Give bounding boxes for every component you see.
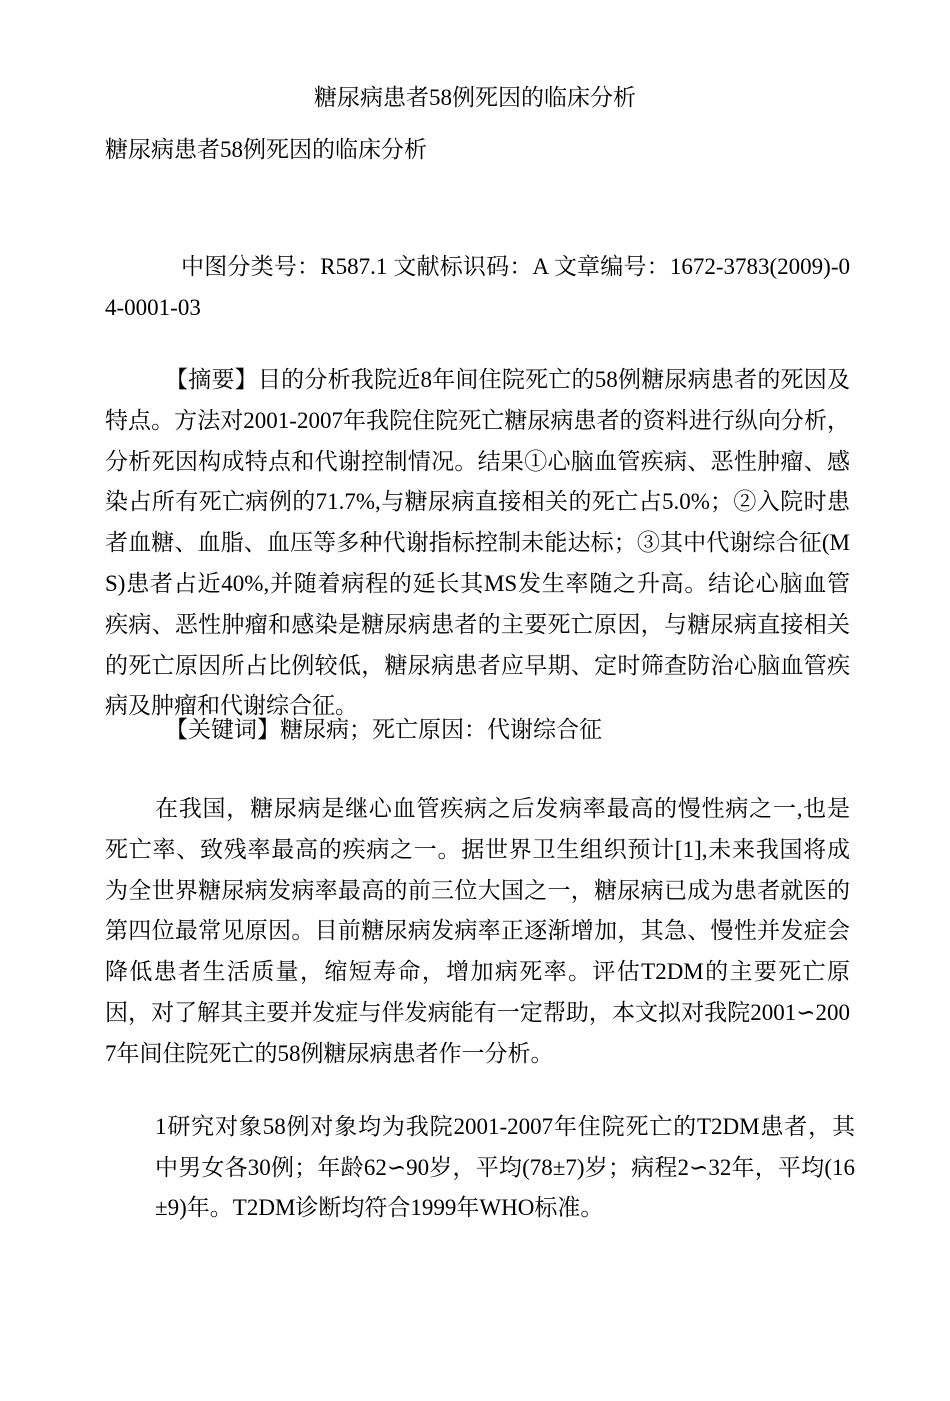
research-subjects-paragraph: 1研究对象58例对象均为我院2001-2007年住院死亡的T2DM患者，其中男女各30例；年龄62∽90岁，平均(78±7)岁；病程2∽32年，平均(16±9)年。T2DM诊断均符合1999年WHO标准。 bbox=[155, 1114, 855, 1220]
keywords-line: 【关键词】糖尿病；死亡原因：代谢综合征 bbox=[165, 717, 602, 742]
header-title: 糖尿病患者58例死因的临床分析 bbox=[314, 85, 636, 110]
abstract-paragraph: 【摘要】目的分析我院近8年间住院死亡的58例糖尿病患者的死因及特点。方法对2001-2007年我院住院死亡糖尿病患者的资料进行纵向分析，分析死因构成特点和代谢控制情况。结果①心脑血管疾病、恶性肿瘤、感染占所有死亡病例的71.7%,与糖尿病直接相关的死亡占5.0%；②入院时患者血糖、血脂、血压等多种代谢指标控制未能达标；③其中代谢综合征(MS)患者占近40%,并随着病程的延长其MS发生率随之升高。结论心脑血管疾病、恶性肿瘤和感染是糖尿病患者的主要死亡原因，与糖尿病直接相关的死亡原因所占比例较低，糖尿病患者应早期、定时筛查防治心脑血管疾病及肿瘤和代谢综合征。 bbox=[105, 367, 850, 719]
article-title: 糖尿病患者58例死因的临床分析 bbox=[105, 137, 427, 162]
introduction-paragraph: 在我国，糖尿病是继心血管疾病之后发病率最高的慢性病之一,也是死亡率、致残率最高的疾病之一。据世界卫生组织预计[1],未来我国将成为全世界糖尿病发病率最高的前三位大国之一，糖尿病已成为患者就医的第四位最常见原因。目前糖尿病发病率正逐渐增加，其急、慢性并发症会降低患者生活质量，缩短寿命，增加病死率。评估T2DM的主要死亡原因，对了解其主要并发症与伴发病能有一定帮助，本文拟对我院2001∽2007年间住院死亡的58例糖尿病患者作一分析。 bbox=[105, 796, 850, 1066]
classification-line: 中图分类号：R587.1 文献标识码：A 文章编号：1672-3783(2009)-04-0001-03 bbox=[105, 254, 850, 320]
